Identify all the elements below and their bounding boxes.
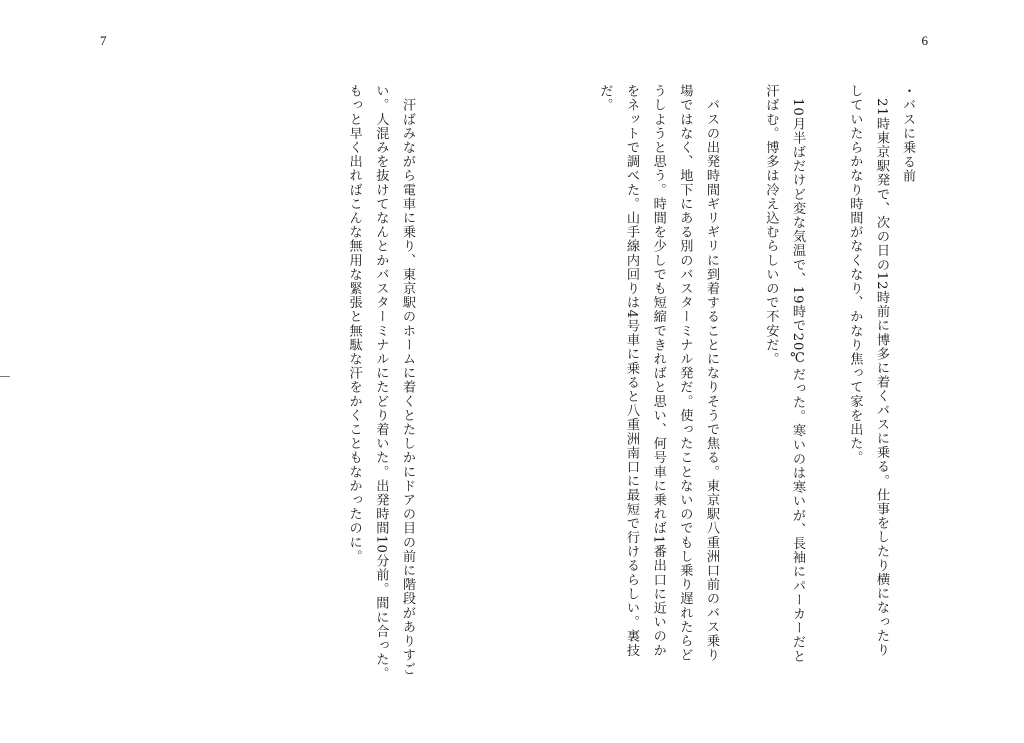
- paragraph-right-3: [591, 84, 724, 664]
- section-heading-text: ・バスに乗る前: [900, 84, 915, 184]
- page-number-left: 7: [100, 33, 107, 48]
- paragraph-right-2-text: 10月半ばだけど変な気温で、19時で20℃だった。寒いのは寒いが、長袖にパーカーだと汗ばむ。博多は冷え込むらしいので不安だ。: [763, 84, 805, 664]
- paragraph-left-1: [340, 84, 420, 684]
- paragraph-left-1-text: 汗ばみながら電車に乗り、東京駅のホームに着くとたしかにドアの目の前に階段がありすごい。人混みを抜けてなんとかバスターミナルにたどり着いた。出発時間10分前。間に合った。もっと早く出ればこんな無用な緊張と無駄な汗をかくこともなかったのに。: [346, 84, 415, 681]
- paragraph-right-2: [757, 84, 810, 664]
- paragraph-right-1: [841, 84, 894, 664]
- section-heading: [894, 84, 920, 204]
- paragraph-right-3-text: バスの出発時間ギリギリに到着することになりそうで焦る。東京駅八重洲口前のバス乗り場ではなく、地下にある別のバスターミナル発だ。使ったことないのでもし乗り遅れたらどうしようと思う。時間を少しでも短縮できればと思い、何号車に乗れば1番出口に近いのかをネットで調べた。山手線内回りは4号車に乗ると八重洲南口に最短で行けるらしい。裏技だ。: [597, 84, 719, 663]
- gutter-tick-mark: [0, 376, 10, 377]
- page-number-right: 6: [921, 33, 928, 48]
- paragraph-right-1-text: 21時東京駅発で、次の日の12時前に博多に着くバスに乗る。仕事をしたり横になったりしていたらかなり時間がなくなり、かなり焦って家を出た。: [847, 84, 889, 657]
